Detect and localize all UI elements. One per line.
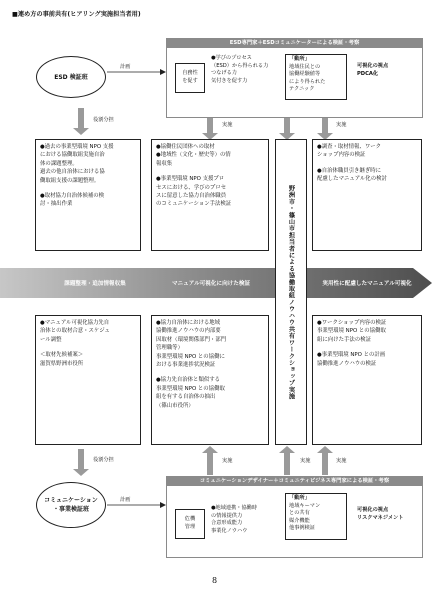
esd-axis-line: つなげる力 [211, 70, 237, 77]
text-line: 事業型環境 NPO との協働取 [156, 385, 225, 392]
role-arrow-bottom-head [73, 469, 89, 476]
esd-mid-box [285, 54, 347, 100]
plan-label-top: 計画 [120, 64, 131, 70]
comm-result [357, 507, 421, 522]
implement-label: 実施 [336, 122, 347, 128]
implement-arrow-6 [317, 446, 333, 453]
text-line: 過去の他自治体における協 [40, 169, 105, 176]
text-line: 組を有する自治体の抽出 [156, 394, 216, 401]
role-label-bottom: 役割分担 [93, 457, 114, 463]
comm-team-oval [36, 482, 106, 528]
text-line: 事業型環境 NPO との協働取 [317, 328, 386, 335]
comm-result-line: リスクマネジメント [357, 514, 404, 521]
text-line: ●協力先自治体と類似する [156, 377, 221, 384]
text-line: スに留意した協力自治体職員 [156, 193, 227, 200]
esd-mid-line: により得られた [289, 78, 326, 85]
comm-team-label-2: ・事業検証班 [52, 506, 89, 513]
esd-mid-line: 地域住民との [289, 63, 321, 70]
comm-mid-line: との共有 [289, 510, 310, 517]
comm-axis-line: 事業化ノウハウ [211, 527, 248, 534]
text-line: ●自治体職員引き継ぎ時に [317, 167, 382, 174]
text-line: （篠山市役所） [156, 402, 194, 409]
text-line: 働取組支援の課題整理。 [40, 177, 100, 184]
workshop-line: 野洲市・篠山市担当者 [287, 184, 295, 252]
workshop-line: 共有ワークショップ実施 [287, 325, 295, 400]
text-line: 協働推進ノウハウの検証 [317, 360, 377, 367]
implement-arrow-5 [279, 446, 295, 453]
mid-top-item-1 [156, 143, 264, 168]
role-arrow-top-head [73, 128, 89, 135]
esd-mid-line: 協働経験値等 [289, 71, 321, 78]
comm-review-header: コミュニケーションデザイナー＋コミュニティビジネス専門家による検証・考察 [167, 477, 422, 486]
text-line: ショップ内容の検証 [317, 152, 366, 159]
mid-top-box [151, 139, 269, 251]
right-top-item-1 [317, 143, 417, 160]
implement-label: 実施 [336, 458, 347, 464]
comm-axis-text [211, 505, 283, 535]
workshop-vertical-box [275, 139, 307, 445]
right-top-item-2 [317, 167, 417, 184]
text-line: ●協働住民団体への取材 [156, 144, 215, 150]
text-line: ●取材協力自治体候補の検 [40, 193, 105, 200]
comm-mid-line: 媒介機能 [289, 517, 310, 524]
mid-bottom-item-1 [156, 319, 264, 369]
comm-axis-label-2: 管理 [184, 524, 196, 530]
text-line: ●地域性（文化・歴史等）の情 [156, 152, 231, 159]
workshop-line: による協働取組ノウハウ [287, 251, 295, 326]
text-line: 配慮したマニュアル化の検討 [317, 176, 387, 183]
text-line: おける事業進捗状況検証 [156, 362, 216, 369]
text-line: 報収集 [156, 160, 173, 167]
text-line: セスにおける、学びのプロセ [156, 184, 227, 191]
text-line: 体の課題整理。 [40, 160, 78, 167]
band-label-2: マニュアル可視化に向けた検証 [171, 281, 251, 287]
esd-axis-line: （ESD）から得られる力 [211, 62, 269, 69]
implement-arrow-4 [202, 446, 218, 453]
comm-axis-line: の情報提供力 [211, 512, 243, 519]
right-bottom-item-1 [317, 319, 417, 344]
text-line: ●協力自治体における地域 [156, 320, 221, 326]
plan-label-bottom: 計画 [120, 497, 131, 503]
esd-team-label: ESD 検証班 [54, 73, 88, 81]
comm-review-frame [166, 476, 423, 558]
text-line: ●事業型環境 NPO 支援プロ [156, 176, 225, 183]
mid-bottom-item-2 [156, 376, 264, 410]
esd-axis-box [175, 63, 205, 93]
implement-label: 実施 [222, 458, 233, 464]
comm-axis-box [175, 509, 205, 539]
comm-axis-line: ●地域連携・協働時 [211, 505, 258, 511]
comm-team-label-1: コミュニケーション [44, 497, 98, 504]
text-line: 管理職等） [156, 345, 183, 352]
text-line: ●過去の事業型環境 NPO 支援 [40, 144, 114, 150]
text-line: 事業型環境 NPO との協働に [156, 353, 225, 360]
band-label-3: 実用性に配慮したマニュアル可視化 [322, 281, 412, 287]
implement-label: 実施 [300, 458, 311, 464]
text-line: ＜取材先候補案＞ [40, 352, 84, 359]
text-line: 因取材（環境関係部門・部門 [156, 336, 227, 343]
right-bottom-box [312, 315, 422, 445]
page-number: 8 [212, 576, 218, 585]
esd-team-oval [36, 56, 106, 98]
role-arrow-bottom-body [78, 449, 84, 469]
comm-axis-label-1: 危機 [184, 516, 196, 523]
role-arrow-top-body [78, 108, 84, 128]
text-line: のコミュニケーション手法検証 [156, 201, 232, 208]
left-bottom-item-1 [40, 319, 136, 344]
mid-bottom-box [151, 315, 269, 445]
right-bottom-item-2 [317, 351, 417, 368]
implement-label: 実施 [222, 122, 233, 128]
esd-axis-text [211, 55, 283, 85]
comm-mid-line: 地域キーマン [289, 502, 321, 509]
left-top-item-2 [40, 192, 136, 209]
mid-top-item-2 [156, 175, 264, 209]
text-line: における協働取組実施自治 [40, 152, 105, 159]
esd-result-line: 可視化の視点 [357, 63, 389, 69]
esd-result-line: PDCA化 [357, 70, 379, 77]
text-line: 組に向けた手法の検証 [317, 336, 371, 343]
text-line: 討・抽出作業 [40, 201, 73, 208]
text-line: ●事業型環境 NPO との計画 [317, 352, 386, 359]
left-bottom-item-2 [40, 351, 136, 368]
text-line: 協働推進ノウハウの内部要 [156, 328, 221, 335]
text-line: 滋賀県野洲市役所 [40, 360, 84, 367]
comm-mid-label: 「動所」 [289, 495, 310, 501]
comm-axis-line: 合意形成能力 [211, 520, 243, 527]
esd-axis-line: 気付きを促す力 [211, 77, 248, 84]
esd-review-header: ESD専門家＋ESDコミュニケーターによる検証・考察 [167, 39, 422, 48]
esd-axis-label-2: を促す [182, 78, 198, 84]
right-top-box [312, 139, 422, 251]
left-top-box [35, 139, 141, 251]
esd-mid-line: テクニック [289, 86, 315, 93]
band-label-1: 課題整理・追加情報収集 [64, 281, 126, 287]
esd-axis-line: ●学びのプロセス [211, 55, 252, 61]
comm-result-line: 可視化の視点 [357, 507, 389, 513]
esd-result [357, 63, 419, 78]
left-top-item-1 [40, 143, 136, 185]
comm-mid-line: 他事例検証 [289, 525, 315, 532]
esd-axis-label-1: 自務性 [182, 70, 198, 77]
comm-mid-box [285, 493, 347, 540]
text-line: ●ワークショップ内容の検証 [317, 320, 387, 326]
esd-mid-label: 「動所」 [289, 56, 310, 62]
role-label-top: 役割分担 [93, 117, 114, 123]
esd-review-frame [166, 38, 423, 118]
text-line: ●マニュアル可視化協力先自 [40, 320, 110, 326]
text-line: ール調整 [40, 336, 62, 343]
text-line: 治体との取材合意・スケジュ [40, 328, 110, 335]
page-title: ■連め方の事前共有(ヒアリング実施担当者用) [12, 11, 141, 18]
text-line: ●調査・取材情報、ワーク [317, 144, 382, 150]
left-bottom-box [35, 315, 141, 445]
